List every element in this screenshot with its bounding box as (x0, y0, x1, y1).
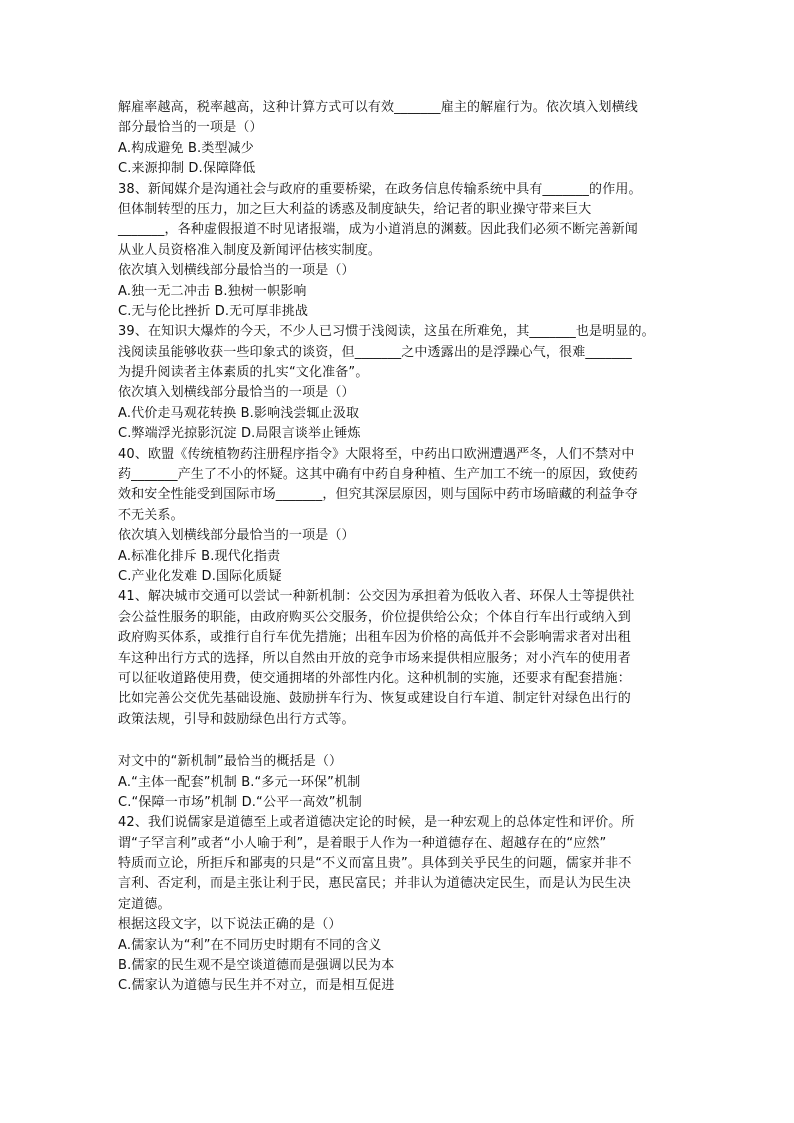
question-42-line: 言利、否定利，而是主张让利于民，惠民富民；并非认为道德决定民生，而是认为民生决 (118, 876, 631, 892)
question-38-line: 38、新闻媒介是沟通社会与政府的重要桥梁，在政务信息传输系统中具有_______的作用。 (118, 181, 642, 197)
question-41-line: 会公益性服务的职能，由政府购买公交服务，价位提供给公众；个体自行车出行或纳入到 (118, 609, 631, 625)
question-41-option: C.“保障一市场”机制 D.“公平一高效”机制 (118, 794, 362, 810)
question-39-line: 浅阅读虽能够收获一些印象式的谈资，但_______之中透露出的是浮躁心气，很难_______ (118, 344, 632, 360)
question-37-line: 解雇率越高，税率越高，这种计算方式可以有效_______雇主的解雇行为。依次填入划横线 (118, 100, 638, 115)
question-38-option: C.无与伦比挫折 D.无可厚非挑战 (118, 303, 309, 319)
question-41 (118, 587, 683, 813)
question-42-line: 42、我们说儒家是道德至上或者道德决定论的时候，是一种宏观上的总体定性和评价。所 (118, 815, 635, 831)
question-42-option: C.儒家认为道德与民生并不对立，而是相互促进 (118, 978, 395, 994)
question-37-option: A.构成避免 B.类型减少 (118, 140, 254, 156)
question-40-line: 药_______产生了不小的怀疑。这其中确有中药自身种植、生产加工不统一的原因，致使药 (118, 467, 638, 483)
question-41-line: 比如完善公交优先基础设施、鼓励拼车行为、恢复或建设自行车道、制定针对绿色出行的 (118, 691, 631, 707)
document-page (118, 98, 683, 997)
question-39-option: C.弊端浮光掠影沉淀 D.局限言谈举止锤炼 (118, 426, 361, 442)
question-38-line: _______，各种虚假报道不时见诸报端，成为小道消息的渊薮。因此我们必须不断完善新闻 (118, 222, 638, 238)
question-41-line: 政府购买体系，或推行自行车优先措施；出租车因为价格的高低并不会影响需求者对出租 (118, 630, 631, 646)
question-38-line: 但体制转型的压力，加之巨大利益的诱惑及制度缺失，给记者的职业操守带来巨大 (118, 201, 592, 217)
question-39-prompt: 依次填入划横线部分最恰当的一项是（） (118, 385, 355, 401)
question-40 (118, 445, 683, 588)
paragraph-gap (118, 730, 683, 752)
question-38-option: A.独一无二冲击 B.独树一帜影响 (118, 283, 307, 299)
question-41-line: 车这种出行方式的选择，所以自然由开放的竞争市场来提供相应服务；对小汽车的使用者 (118, 650, 631, 666)
question-39 (118, 322, 683, 444)
question-39-line: 39、在知识大爆炸的今天，不少人已习惯于浅阅读，这虽在所难免，其_______也是明显的。 (118, 324, 655, 340)
question-37-line: 部分最恰当的一项是（） (118, 120, 263, 136)
question-40-prompt: 依次填入划横线部分最恰当的一项是（） (118, 528, 355, 544)
question-38-prompt: 依次填入划横线部分最恰当的一项是（） (118, 263, 355, 279)
question-38-line: 从业人员资格准入制度及新闻评估核实制度。 (118, 242, 382, 258)
question-40-line: 效和安全性能受到国际市场_______，但究其深层原因，则与国际中药市场暗藏的利益争夺 (118, 487, 638, 503)
question-42-prompt: 根据这段文字，以下说法正确的是（） (118, 917, 342, 933)
question-40-line: 不无关系。 (118, 507, 184, 523)
question-39-line: 为提升阅读者主体素质的扎实“文化准备”。 (118, 365, 369, 381)
question-40-option: C.产业化发难 D.国际化质疑 (118, 568, 282, 584)
question-41-line: 可以征收道路使用费，使交通拥堵的外部性内化。这种机制的实施，还要求有配套措施： (118, 670, 631, 686)
question-37-option: C.来源抑制 D.保障降低 (118, 161, 256, 177)
question-42 (118, 813, 683, 997)
question-41-option: A.“主体一配套”机制 B.“多元一环保”机制 (118, 774, 361, 790)
question-41-prompt: 对文中的“新机制”最恰当的概括是（） (118, 754, 343, 770)
question-40-line: 40、欧盟《传统植物药注册程序指令》大限将至，中药出口欧洲遭遇严冬，人们不禁对中 (118, 446, 635, 462)
question-42-line: 特质而立论，所拒斥和鄙夷的只是“不义而富且贵”。具体到关乎民生的问题，儒家并非不 (118, 856, 632, 872)
question-38 (118, 180, 683, 323)
question-42-option: A.儒家认为“利”在不同历史时期有不同的含义 (118, 937, 382, 953)
question-40-option: A.标准化排斥 B.现代化指责 (118, 548, 281, 564)
question-42-line: 谓“子罕言利”或者“小人喻于利”，是着眼于人作为一种道德存在、超越存在的“应然” (118, 835, 607, 851)
question-41-line: 41、解决城市交通可以尝试一种新机制：公交因为承担着为低收入者、环保人士等提供社 (118, 589, 635, 605)
question-37 (118, 98, 683, 180)
question-39-option: A.代价走马观花转换 B.影响浅尝辄止汲取 (118, 405, 360, 421)
question-42-line: 定道德。 (118, 896, 171, 912)
question-41-line: 政策法规，引导和鼓励绿色出行方式等。 (118, 711, 355, 727)
question-42-option: B.儒家的民生观不是空谈道德而是强调以民为本 (118, 958, 395, 974)
